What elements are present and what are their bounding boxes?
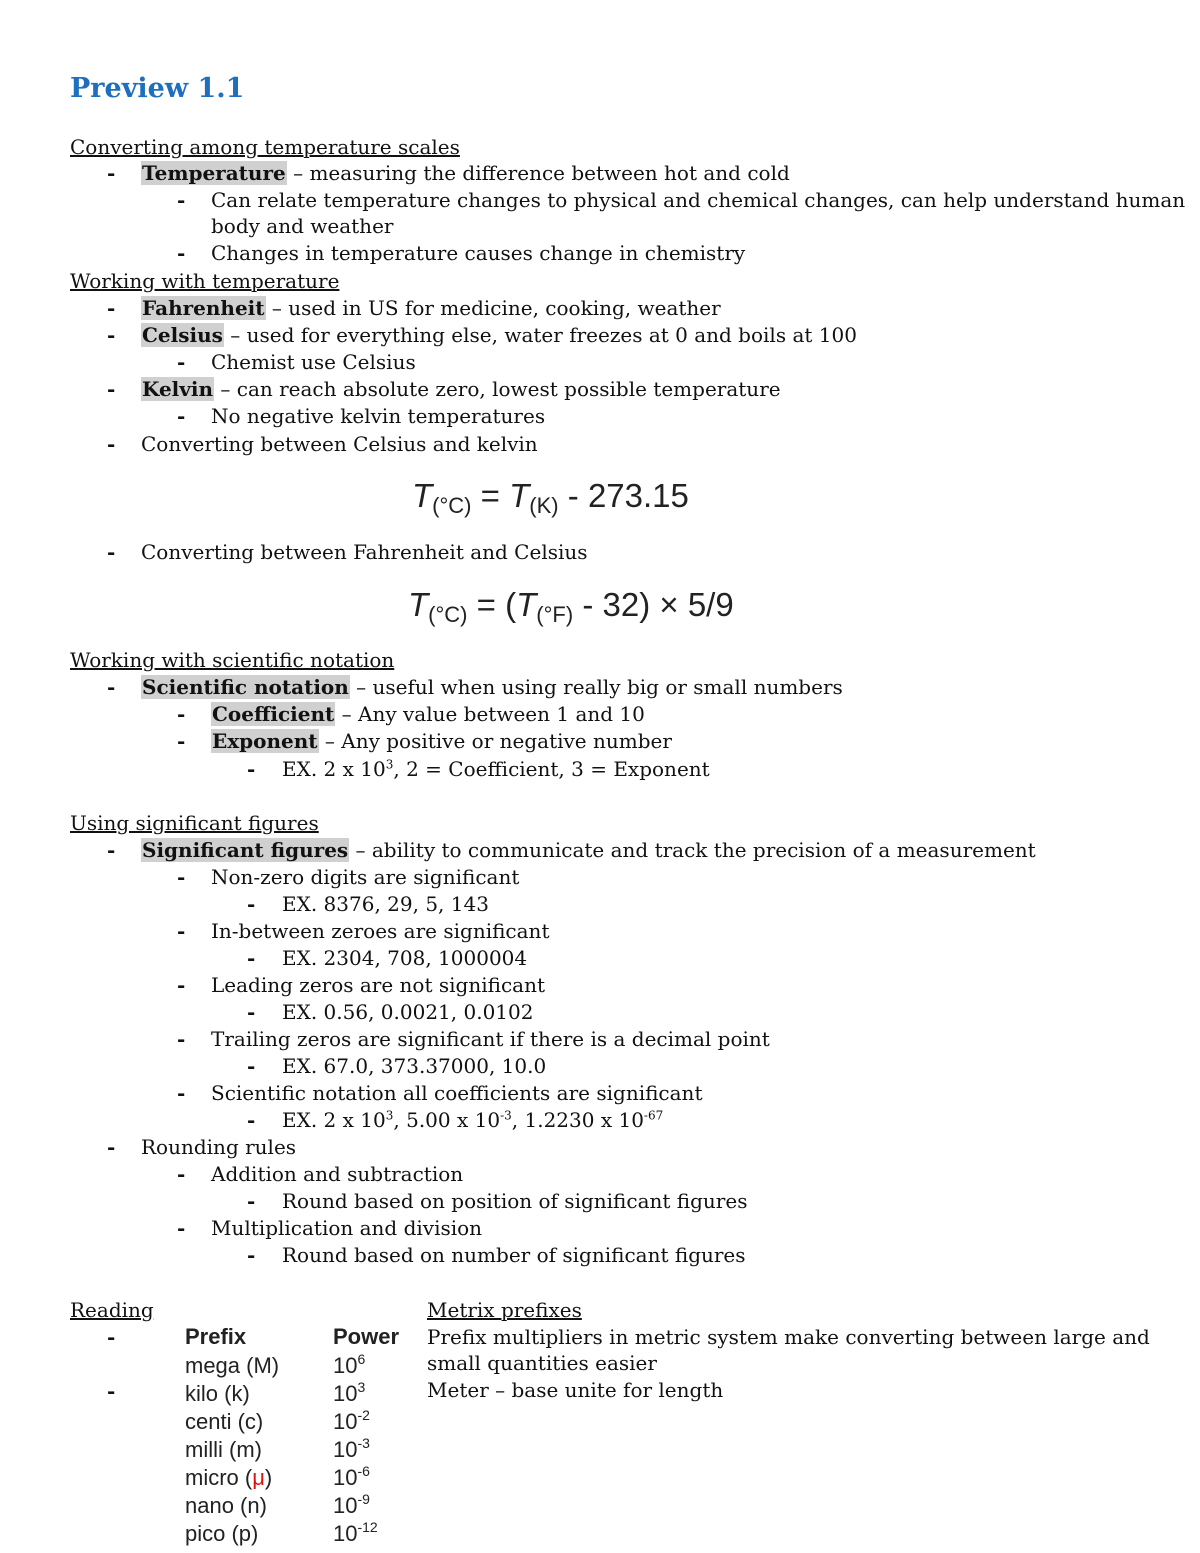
example-text: EX. 2 x 10 xyxy=(282,757,386,781)
list-item-example: EX. 8376, 29, 5, 143 xyxy=(282,892,489,916)
formula-tail: - 273.15 xyxy=(558,477,689,514)
bullet-dash: - xyxy=(177,1081,186,1105)
list-item: Scientific notation all coefficients are significant xyxy=(211,1081,703,1105)
list-item: Non-zero digits are significant xyxy=(211,865,520,889)
bullet-dash: - xyxy=(247,1108,256,1132)
list-item: In-between zeroes are significant xyxy=(211,919,550,943)
prefix-text: ) xyxy=(264,1465,273,1490)
definition-text: – used for everything else, water freezes at 0 and boils at 100 xyxy=(223,323,857,347)
list-item: Round based on number of significant figures xyxy=(282,1243,746,1267)
list-item: Converting between Fahrenheit and Celsius xyxy=(141,540,588,564)
list-item: Converting between Celsius and kelvin xyxy=(141,432,538,456)
formula-var: T xyxy=(516,586,537,623)
example-text: EX. 2 x 10 xyxy=(282,1108,386,1132)
term-exponent: Exponent xyxy=(212,729,318,753)
table-header-power: Power xyxy=(333,1324,400,1349)
superscript: -67 xyxy=(643,1108,664,1123)
bullet-dash: - xyxy=(177,350,186,374)
bullet-dash: - xyxy=(177,1216,186,1240)
definition-text: – can reach absolute zero, lowest possible temperature xyxy=(214,377,781,401)
list-item-coefficient xyxy=(211,701,645,727)
example-text: , 2 = Coefficient, 3 = Exponent xyxy=(393,757,710,781)
prefix-text: micro ( xyxy=(185,1465,253,1490)
section-heading-working-temp: Working with temperature xyxy=(70,269,340,293)
section-heading-sig-figs: Using significant figures xyxy=(70,811,319,835)
list-item-sig-figs xyxy=(141,837,1036,863)
definition-text: – useful when using really big or small numbers xyxy=(349,675,843,699)
bullet-dash: - xyxy=(107,296,116,320)
definition-text: – measuring the difference between hot and cold xyxy=(286,161,790,185)
power-exponent: 3 xyxy=(357,1379,366,1395)
list-item: No negative kelvin temperatures xyxy=(211,404,546,428)
table-cell-prefix xyxy=(185,1464,272,1492)
list-item-kelvin xyxy=(141,376,781,402)
table-cell-prefix: pico (p) xyxy=(185,1521,259,1546)
definition-text: – Any positive or negative number xyxy=(318,729,672,753)
bullet-dash: - xyxy=(247,946,256,970)
table-cell-power xyxy=(333,1380,365,1410)
power-exponent: -2 xyxy=(357,1407,370,1423)
bullet-dash: - xyxy=(177,188,186,212)
list-item-temperature xyxy=(141,160,790,186)
power-base: 10 xyxy=(333,1353,358,1378)
list-item: Trailing zeros are significant if there is a decimal point xyxy=(211,1027,770,1051)
bullet-dash: - xyxy=(177,702,186,726)
power-base: 10 xyxy=(333,1493,358,1518)
formula-var: T xyxy=(412,477,433,514)
table-cell-power xyxy=(333,1436,370,1466)
power-base: 10 xyxy=(333,1409,358,1434)
list-item: Addition and subtraction xyxy=(211,1162,464,1186)
table-cell-prefix: milli (m) xyxy=(185,1437,262,1462)
power-base: 10 xyxy=(333,1521,358,1546)
power-exponent: -9 xyxy=(357,1491,370,1507)
bullet-dash: - xyxy=(107,838,116,862)
term-scientific-notation: Scientific notation xyxy=(142,675,349,699)
paragraph-line: small quantities easier xyxy=(427,1351,657,1375)
mu-symbol: μ xyxy=(252,1465,265,1490)
list-item-example: EX. 67.0, 373.37000, 10.0 xyxy=(282,1054,547,1078)
table-cell-power xyxy=(333,1352,365,1382)
list-item: Multiplication and division xyxy=(211,1216,483,1240)
bullet-dash: - xyxy=(107,323,116,347)
bullet-dash: - xyxy=(107,377,116,401)
list-item: Chemist use Celsius xyxy=(211,350,416,374)
term-significant-figures: Significant figures xyxy=(142,838,349,862)
bullet-dash: - xyxy=(107,1135,116,1159)
table-cell-power xyxy=(333,1520,378,1550)
section-heading-sci-notation: Working with scientific notation xyxy=(70,648,395,672)
list-item-fahrenheit xyxy=(141,295,721,321)
definition-text: – ability to communicate and track the precision of a measurement xyxy=(349,838,1036,862)
term-celsius: Celsius xyxy=(142,323,223,347)
table-cell-power xyxy=(333,1408,370,1438)
list-item-sci-notation xyxy=(141,674,843,700)
bullet-dash: - xyxy=(107,675,116,699)
bullet-dash: - xyxy=(247,1054,256,1078)
term-fahrenheit: Fahrenheit xyxy=(142,296,265,320)
power-base: 10 xyxy=(333,1437,358,1462)
power-exponent: -6 xyxy=(357,1463,370,1479)
formula-sub: (K) xyxy=(529,493,559,518)
table-cell-prefix: centi (c) xyxy=(185,1409,264,1434)
section-heading-reading: Reading xyxy=(70,1298,154,1322)
list-item-exponent xyxy=(211,728,672,754)
term-coefficient: Coefficient xyxy=(212,702,335,726)
bullet-dash: - xyxy=(177,1027,186,1051)
formula-sub: (°C) xyxy=(428,602,468,627)
paragraph-line: Meter – base unite for length xyxy=(427,1378,724,1402)
bullet-dash: - xyxy=(177,404,186,428)
term-temperature: Temperature xyxy=(142,161,286,185)
bullet-dash: - xyxy=(177,973,186,997)
bullet-dash: - xyxy=(177,729,186,753)
bullet-dash: - xyxy=(107,1325,116,1349)
bullet-dash: - xyxy=(247,757,256,781)
page-title: Preview 1.1 xyxy=(70,73,245,104)
table-cell-power xyxy=(333,1464,370,1494)
list-item: Leading zeros are not significant xyxy=(211,973,545,997)
list-item-celsius xyxy=(141,322,857,348)
bullet-dash: - xyxy=(107,432,116,456)
section-heading-converting: Converting among temperature scales xyxy=(70,135,460,159)
term-kelvin: Kelvin xyxy=(142,377,214,401)
power-base: 10 xyxy=(333,1465,358,1490)
table-cell-power xyxy=(333,1492,370,1522)
power-base: 10 xyxy=(333,1381,358,1406)
formula-tail: - 32) × 5/9 xyxy=(573,586,734,623)
bullet-dash: - xyxy=(177,919,186,943)
power-exponent: 6 xyxy=(357,1351,366,1367)
formula-var: T xyxy=(408,586,429,623)
list-item-example: EX. 0.56, 0.0021, 0.0102 xyxy=(282,1000,534,1024)
formula-eq: = xyxy=(471,477,510,514)
list-item-example xyxy=(282,756,710,782)
table-cell-prefix: nano (n) xyxy=(185,1493,267,1518)
bullet-dash: - xyxy=(247,892,256,916)
bullet-dash: - xyxy=(107,161,116,185)
superscript: -3 xyxy=(500,1108,512,1123)
bullet-dash: - xyxy=(107,540,116,564)
list-item: Can relate temperature changes to physical and chemical changes, can help understand human xyxy=(211,188,1186,212)
power-exponent: -12 xyxy=(357,1519,378,1535)
example-text: , 1.2230 x 10 xyxy=(511,1108,644,1132)
list-item-example: EX. 2304, 708, 1000004 xyxy=(282,946,528,970)
paragraph-line: Prefix multipliers in metric system make converting between large and xyxy=(427,1325,1150,1349)
list-item: Round based on position of significant figures xyxy=(282,1189,748,1213)
formula-eq: = ( xyxy=(467,586,517,623)
list-item: Changes in temperature causes change in chemistry xyxy=(211,241,746,265)
power-exponent: -3 xyxy=(357,1435,370,1451)
list-item: Rounding rules xyxy=(141,1135,297,1159)
table-cell-prefix: kilo (k) xyxy=(185,1381,250,1406)
list-item-continued: body and weather xyxy=(211,214,394,238)
bullet-dash: - xyxy=(177,1162,186,1186)
table-cell-prefix: mega (M) xyxy=(185,1353,280,1378)
formula-fahrenheit-celsius xyxy=(408,585,734,629)
definition-text: – used in US for medicine, cooking, weather xyxy=(265,296,721,320)
section-heading-metric-prefixes: Metrix prefixes xyxy=(427,1298,582,1322)
formula-celsius-kelvin xyxy=(412,476,689,520)
bullet-dash: - xyxy=(247,1243,256,1267)
formula-sub: (°C) xyxy=(432,493,472,518)
superscript: 3 xyxy=(385,1108,394,1123)
definition-text: – Any value between 1 and 10 xyxy=(335,702,645,726)
superscript: 3 xyxy=(385,757,394,772)
bullet-dash: - xyxy=(247,1000,256,1024)
list-item-example xyxy=(282,1107,663,1133)
bullet-dash: - xyxy=(107,1379,116,1403)
bullet-dash: - xyxy=(177,865,186,889)
example-text: , 5.00 x 10 xyxy=(393,1108,501,1132)
formula-var: T xyxy=(509,477,530,514)
bullet-dash: - xyxy=(177,241,186,265)
formula-sub: (°F) xyxy=(536,602,574,627)
table-header-prefix: Prefix xyxy=(185,1324,247,1349)
bullet-dash: - xyxy=(247,1189,256,1213)
